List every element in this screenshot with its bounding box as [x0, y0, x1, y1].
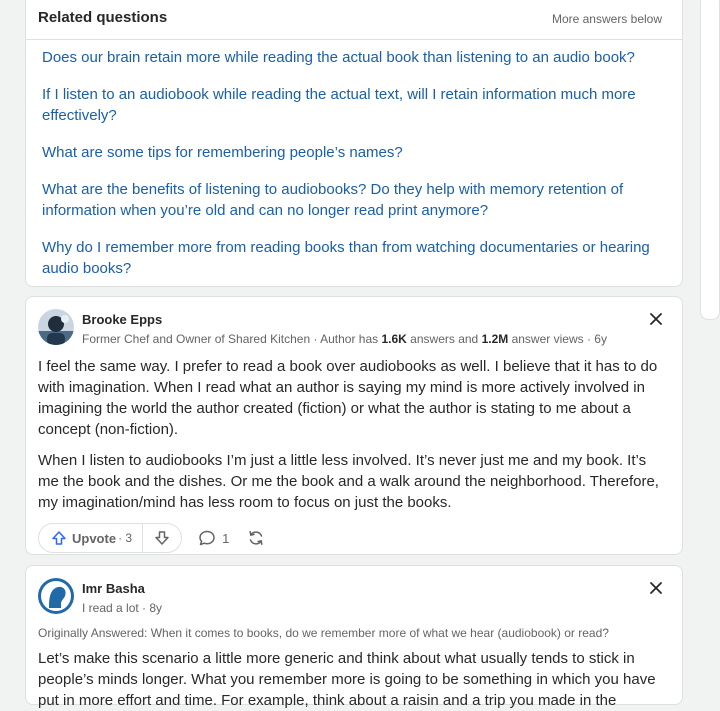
related-question-link[interactable]: If I listen to an audiobook while reading the actual text, will I retain information much more effectively? [42, 86, 636, 124]
answer-card [25, 296, 683, 555]
upvote-label: Upvote [72, 530, 117, 546]
close-button[interactable] [648, 580, 664, 596]
comment-button[interactable] [198, 529, 229, 547]
answer-actions [38, 523, 265, 553]
answer-card [25, 565, 683, 709]
answer-body: Let’s make this scenario a little more generic and think about what usually tends to stick in people’s minds longer. What you remember more is going to be something in which you have put in more effort and time. For example, think about a raisin and a trip you made in the [38, 650, 656, 709]
related-questions-title: Related questions [38, 9, 168, 26]
answer-paragraph: When I listen to audiobooks I’m just a little less involved. It’s never just me and my book. It’s me the book and the dishes. Or me the book and a walk around the neighborhood. Therefore, my imagination/mind has less room to focus on just the books. [38, 452, 659, 511]
related-questions-header [26, 0, 682, 40]
avatar-photo-icon [38, 309, 74, 345]
vote-pill [38, 523, 182, 553]
share-button[interactable] [247, 529, 265, 547]
avatar[interactable] [38, 309, 74, 345]
comment-count: 1 [222, 530, 230, 546]
credential-mid: answers and [406, 332, 482, 346]
comment-bubble-icon [198, 529, 216, 547]
close-button[interactable] [648, 311, 664, 327]
related-questions-card [25, 0, 683, 287]
related-question-link[interactable]: What are some tips for remembering people’s names? [42, 144, 403, 161]
originally-answered-label[interactable]: Originally Answered: When it comes to books, do we remember more of what we hear (audiobook) or read? [38, 626, 609, 640]
downvote-arrow-icon [154, 530, 170, 546]
answers-count: 1.6K [381, 332, 407, 346]
close-icon [648, 311, 664, 327]
views-count: 1.2M [481, 332, 509, 346]
answer-body [38, 356, 668, 523]
answer-paragraph: I feel the same way. I prefer to read a book over audiobooks as well. I believe that it has to do with imagination. When I read what an author is saying my mind is more actively involved in imagining the world the author created (fiction) or what the author is stating to me about a concept (non-fiction). [38, 358, 658, 438]
upvote-button[interactable] [39, 524, 142, 552]
more-answers-below-label: More answers below [551, 12, 662, 26]
upvote-count: · 3 [118, 531, 133, 545]
avatar[interactable] [38, 578, 74, 614]
share-refresh-icon [247, 529, 265, 547]
related-question-link[interactable]: Does our brain retain more while reading the actual book than listening to an audio book? [42, 49, 635, 66]
related-questions-list [42, 47, 652, 295]
side-panel-edge [700, 0, 720, 320]
close-icon [648, 580, 664, 596]
author-credential [82, 332, 607, 346]
avatar-silhouette-icon [38, 578, 74, 614]
credential-prefix: Former Chef and Owner of Shared Kitchen · Author has [82, 332, 382, 346]
author-name[interactable]: Brooke Epps [82, 312, 163, 327]
downvote-button[interactable] [143, 524, 181, 552]
upvote-arrow-icon [51, 530, 67, 546]
related-question-link[interactable]: Why do I remember more from reading books than from watching documentaries or hearing audio books? [42, 239, 650, 277]
author-credential: I read a lot · 8y [82, 601, 163, 615]
related-question-link[interactable]: What are the benefits of listening to audiobooks? Do they help with memory retention of information when you’re old and can no longer read print anymore? [42, 181, 624, 219]
credential-suffix: answer views · 6y [508, 332, 607, 346]
author-name[interactable]: Imr Basha [82, 581, 145, 596]
